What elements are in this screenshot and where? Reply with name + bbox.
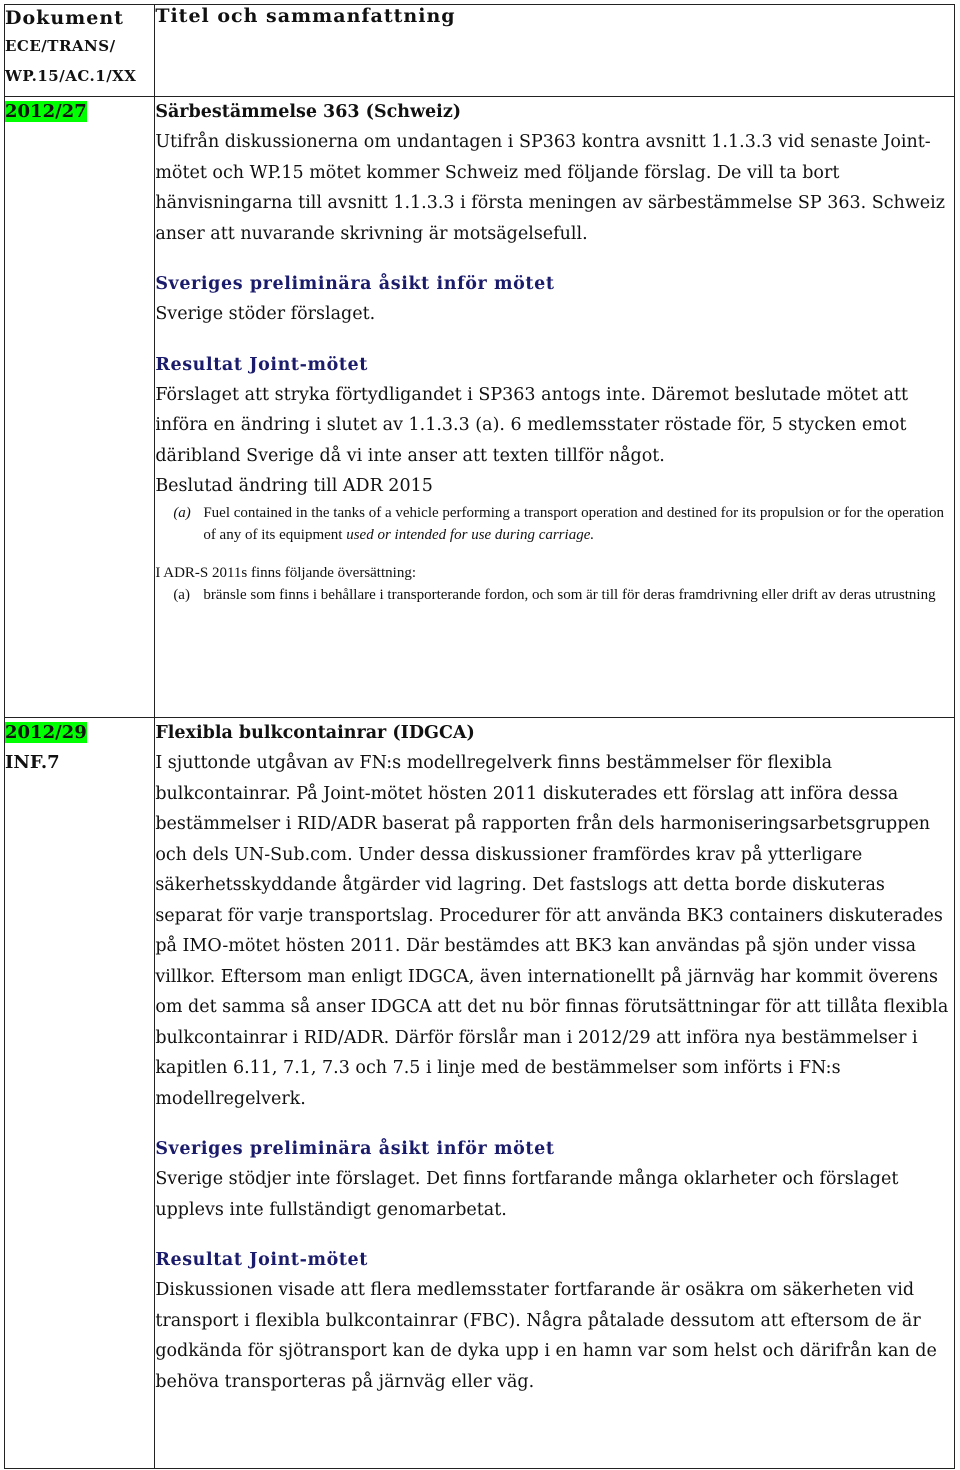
amendment-label: (a)	[173, 504, 191, 521]
translation-item	[155, 584, 954, 606]
amendment-text	[203, 502, 954, 546]
view-heading: Sveriges preliminära åsikt inför mötet	[155, 1139, 555, 1159]
row-title: Särbestämmelse 363 (Schweiz)	[155, 102, 462, 122]
amendment-text-italic: used or intended for use during carriage.	[346, 526, 595, 543]
header-doc-cell	[5, 5, 155, 97]
row-ref-secondary: INF.7	[5, 752, 60, 773]
document-table	[4, 4, 955, 1469]
row-intro: I sjuttonde utgåvan av FN:s modellregelverk finns bestämmelser för flexibla bulkcontainrar. På Joint-mötet hösten 2011 diskuterades ett förslag att införa dessa bestämmelser i RID/ADR baserat på rapporten från dels harmoniseringsarbetsgruppen och dels UN-Sub.com. Under dessa diskussioner framfördes krav på ytterligare säkerhetsskyddande åtgärder vid lagring. Det fastslogs att detta borde diskuteras separat för varje transportslag. Procedurer för att använda BK3 containers diskuterades på IMO-mötet hösten 2011. Där bestämdes att BK3 kan användas på sjön under vissa villkor. Eftersom man enligt IDGCA, även internationellt på järnväg har kommit överens om det samma så anser IDGCA att det nu bör finnas förutsättningar för att tillåta flexibla bulkcontainrar i RID/ADR. Därför förslår man i 2012/29 att införa nya bestämmelser i kapitlen 6.11, 7.1, 7.3 och 7.5 i linje med de bestämmelser som införts i FN:s modellregelverk.	[155, 753, 949, 1109]
row-ref-cell	[5, 97, 155, 718]
row-intro: Utifrån diskussionerna om undantagen i SP363 kontra avsnitt 1.1.3.3 vid senaste Joint-mötet och WP.15 mötet kommer Schweiz med följande förslag. De vill ta bort hänvisningarna till avsnitt 1.1.3.3 i första meningen av särbestämmelse SP 363. Schweiz anser att nuvarande skrivning är motsägelsefull.	[155, 132, 945, 244]
row-ref: 2012/29	[5, 722, 87, 743]
row-ref-cell	[5, 718, 155, 1469]
doc-ref-line1: ECE/TRANS/	[5, 37, 116, 55]
result-heading: Resultat Joint-mötet	[155, 1250, 368, 1270]
row-content-cell	[155, 718, 955, 1469]
header-title-cell	[155, 5, 955, 97]
translation-text: bränsle som finns i behållare i transporterande fordon, och som är till för deras framdrivning eller drift av deras utrustning	[203, 586, 936, 603]
view-heading: Sveriges preliminära åsikt inför mötet	[155, 274, 555, 294]
amendment-heading: Beslutad ändring till ADR 2015	[155, 476, 433, 496]
translation-label: (a)	[173, 586, 190, 603]
row-title: Flexibla bulkcontainrar (IDGCA)	[155, 723, 475, 743]
result-text: Förslaget att stryka förtydligandet i SP363 antogs inte. Däremot beslutade mötet att införa en ändring i slutet av 1.1.3.3 (a). 6 medlemsstater röstade för, 5 stycken emot däribland Sverige då vi inte anser att texten tillför något.	[155, 384, 909, 466]
view-text: Sverige stöder förslaget.	[155, 304, 376, 324]
amendment-text-plain: Fuel contained in the tanks of a vehicle performing a transport operation and destined for its propulsion or for the operation of any of its equipment	[203, 504, 944, 543]
table-row	[5, 718, 955, 1469]
doc-ref-line2: WP.15/AC.1/XX	[5, 67, 137, 85]
amendment-item	[155, 502, 954, 546]
view-text: Sverige stödjer inte förslaget. Det finns fortfarande många oklarheter och förslaget upplevs inte fullständigt genomarbetat.	[155, 1169, 899, 1220]
translation-heading: I ADR-S 2011s finns följande översättning:	[155, 564, 416, 581]
result-heading: Resultat Joint-mötet	[155, 354, 368, 375]
table-row	[5, 97, 955, 718]
title-label: Titel och sammanfattning	[155, 5, 456, 27]
doc-label: Dokument	[5, 7, 124, 29]
row-content-cell	[155, 97, 955, 718]
row-ref: 2012/27	[5, 101, 87, 122]
result-text: Diskussionen visade att flera medlemsstater fortfarande är osäkra om säkerheten vid transport i flexibla bulkcontainrar (FBC). Några påtalade dessutom att eftersom de är godkända för sjötransport kan de dyka upp i en hamn var som helst och därifrån kan de behöva transporteras på järnväg eller väg.	[155, 1280, 937, 1392]
header-row	[5, 5, 955, 97]
